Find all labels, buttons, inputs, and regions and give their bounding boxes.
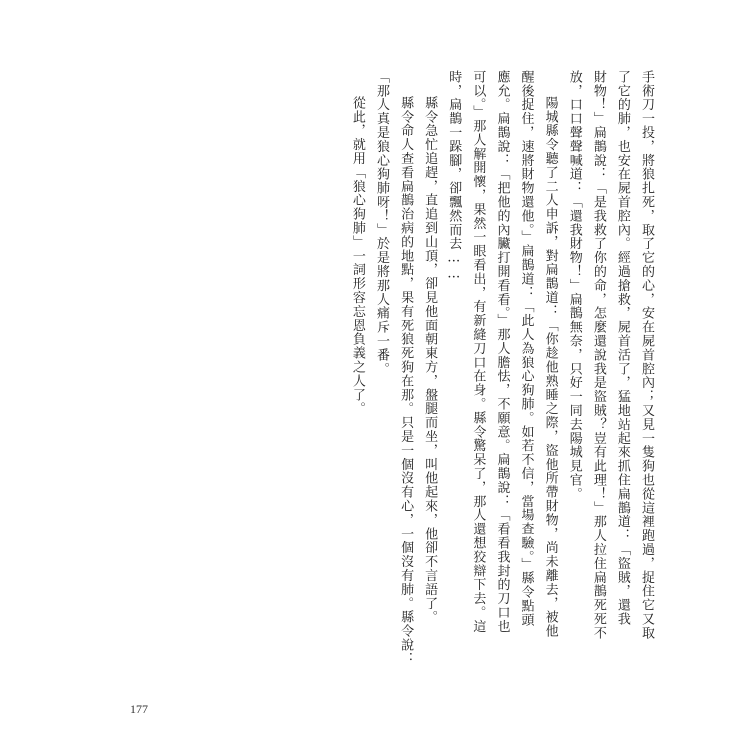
- text-column-11: 縣令命人查看扁鵲治病的地點，果有死狼死狗在那。只是一個沒有心，一個沒有肺。縣令說：: [398, 96, 414, 666]
- text-column-12: 「那人真是狼心狗肺呀！」於是將那人痛斥一番。: [373, 70, 389, 376]
- text-column-8: 可以。」那人解開懷，果然一眼看出，有新縫刀口在身。縣令驚呆了，那人還想狡辯下去。這: [470, 70, 486, 634]
- text-column-4: 放，口口聲聲喊道：「還我財物！」扁鵲無奈，只好一同去陽城見官。: [566, 70, 582, 501]
- text-column-5: 陽城縣令聽了二人申訴，對扁鵲道：「你趁他熟睡之際，盜他所帶財物，尚未離去，被他: [542, 96, 558, 639]
- text-column-3: 財物！」扁鵲說：「是我救了你的命，怎麼還說我是盜賊？豈有此理！」那人拉住扁鵲死死不: [590, 70, 606, 640]
- text-column-7: 應允。扁鵲說：「把他的內臟打開看看。」那人膽怯，不願意。扁鵲說：「看看我封的刀口也: [494, 70, 510, 634]
- vertical-text-block: [238, 70, 658, 670]
- text-column-13: 從此，就用「狼心狗肺」一詞形容忘恩負義之人了。: [349, 96, 365, 416]
- text-column-1: 手術刀一投，將狼扎死，取了它的心，安在屍首腔內；又見一隻狗也從這裡跑過，捉住它又取: [639, 70, 654, 640]
- text-column-2: 了它的肺，也安在屍首腔內。經過搶救，屍首活了，猛地站起來抓住扁鵲道：「盜賊，還我: [614, 70, 630, 626]
- text-column-10: 縣令急忙追趕，直追到山頂，卻見他面朝東方，盤腿而坐，叫他起來，他卻不言語了。: [422, 96, 438, 625]
- page-number: 177: [130, 702, 148, 716]
- text-column-6: 醒後捉住，速將財物還他。」扁鵲道：「此人為狼心狗肺。如若不信，當場查驗。」縣令點頭: [518, 70, 534, 627]
- text-column-9: 時，扁鵲一跺腳，卻飄然而去……: [446, 70, 462, 283]
